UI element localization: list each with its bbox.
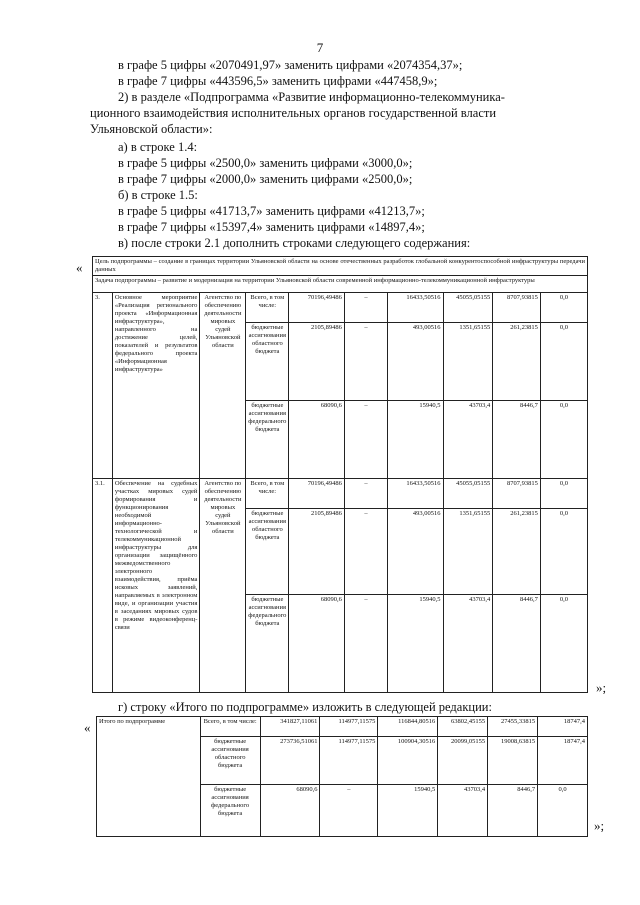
text-line-10: в графе 5 цифры «41713,7» заменить цифрами «41213,7»; xyxy=(118,204,425,218)
table-subprogram-rows xyxy=(92,256,588,693)
year-value: 261,23815 xyxy=(493,323,541,401)
year-value: 114977,11575 xyxy=(320,737,378,785)
page-number: 7 xyxy=(316,40,324,55)
quote-open-2: « xyxy=(84,720,91,735)
year-value: 116844,80516 xyxy=(378,717,438,737)
funding-source: Всего, в том числе: xyxy=(200,717,260,737)
total-value: 68090,6 xyxy=(289,401,345,479)
text-line-7: в графе 5 цифры «2500,0» заменить цифрами «3000,0»; xyxy=(118,156,413,170)
year-value: 43703,4 xyxy=(443,401,493,479)
year-value: 0,0 xyxy=(540,401,587,479)
measure-name: Обеспечение на судебных участках мировых судей формирования и функционирования необходимой информационно-технологической и телекоммуникационной инфраструктуры для организации защищённого межведомственного электронного взаимодействия, приёма исковых заявлений, направляемых в электронном виде, и организации участия в заседаниях мировых судов в режиме видеоконференц-связи xyxy=(112,479,200,693)
year-value: 20099,05155 xyxy=(438,737,488,785)
total-value: 273736,51061 xyxy=(260,737,320,785)
year-value: 0,0 xyxy=(538,785,588,837)
year-value: 18747,4 xyxy=(538,717,588,737)
text-line-13: г) строку «Итого по подпрограмме» изложить в следующей редакции: xyxy=(118,700,492,714)
year-value: 8707,93815 xyxy=(493,479,541,509)
year-value: 45055,05155 xyxy=(443,293,493,323)
year-value: 45055,05155 xyxy=(443,479,493,509)
funding-source: бюджетные ассигнования федерального бюджета xyxy=(246,401,289,479)
year-value: 15940,5 xyxy=(387,401,443,479)
year-value: – xyxy=(344,595,387,693)
quote-close-1: »; xyxy=(596,680,607,695)
total-label: Итого по подпрограмме xyxy=(97,717,201,837)
year-value: 1351,65155 xyxy=(443,323,493,401)
year-value: – xyxy=(344,401,387,479)
year-value: 8446,7 xyxy=(493,401,541,479)
funding-source: бюджетные ассигнования федерального бюджета xyxy=(246,595,289,693)
year-value: 43703,4 xyxy=(438,785,488,837)
year-value: – xyxy=(344,509,387,595)
total-value: 68090,6 xyxy=(260,785,320,837)
funding-source: бюджетные ассигнования областного бюджета xyxy=(200,737,260,785)
year-value: 1351,65155 xyxy=(443,509,493,595)
year-value: 0,0 xyxy=(540,293,587,323)
year-value: – xyxy=(344,323,387,401)
quote-open-1: « xyxy=(76,260,83,275)
text-line-9: б) в строке 1.5: xyxy=(118,188,198,202)
quote-close-2: »; xyxy=(594,818,605,833)
funding-source: бюджетные ассигнования областного бюджета xyxy=(246,323,289,401)
total-value: 341827,11061 xyxy=(260,717,320,737)
table-row xyxy=(97,717,588,737)
year-value: 493,00516 xyxy=(387,323,443,401)
table-row xyxy=(93,479,588,509)
year-value: 15940,5 xyxy=(378,785,438,837)
total-value: 2105,89486 xyxy=(289,509,345,595)
text-line-5: Ульяновской области»: xyxy=(90,122,213,136)
year-value: 493,00516 xyxy=(387,509,443,595)
year-value: 16433,50516 xyxy=(387,479,443,509)
funding-source: бюджетные ассигнования федерального бюджета xyxy=(200,785,260,837)
text-line-8: в графе 7 цифры «2000,0» заменить цифрами «2500,0»; xyxy=(118,172,413,186)
goal-row: Цель подпрограммы – создание в границах территории Ульяновской области на основе отечественных разработок глобальной конкурентоспособной инфраструктуры передачи данных xyxy=(93,257,588,276)
year-value: 19008,63815 xyxy=(488,737,538,785)
total-value: 70196,49486 xyxy=(289,479,345,509)
row-number: 3.1. xyxy=(93,479,113,693)
year-value: – xyxy=(344,293,387,323)
year-value: 43703,4 xyxy=(443,595,493,693)
year-value: – xyxy=(320,785,378,837)
year-value: 261,23815 xyxy=(493,509,541,595)
measure-name: Основное мероприятие «Реализация регионального проекта «Информационная инфраструктура», направленного на достижение целей, показателей и результатов федерального проекта «Информационная инфраструктура» xyxy=(112,293,200,479)
year-value: 100904,30516 xyxy=(378,737,438,785)
year-value: 27455,33815 xyxy=(488,717,538,737)
year-value: 18747,4 xyxy=(538,737,588,785)
text-line-12: в) после строки 2.1 дополнить строками следующего содержания: xyxy=(118,236,471,250)
funding-source: бюджетные ассигнования областного бюджета xyxy=(246,509,289,595)
funding-source: Всего, в том числе: xyxy=(246,479,289,509)
row-number: 3. xyxy=(93,293,113,479)
text-line-1: в графе 5 цифры «2070491,97» заменить цифрами «2074354,37»; xyxy=(118,58,463,72)
year-value: 8707,93815 xyxy=(493,293,541,323)
total-value: 70196,49486 xyxy=(289,293,345,323)
text-line-11: в графе 7 цифры «15397,4» заменить цифрами «14897,4»; xyxy=(118,220,425,234)
year-value: – xyxy=(344,479,387,509)
year-value: 0,0 xyxy=(540,509,587,595)
executor: Агентство по обеспечению деятельности мировых судей Ульяновской области xyxy=(200,293,246,479)
year-value: 63802,45155 xyxy=(438,717,488,737)
funding-source: Всего, в том числе: xyxy=(246,293,289,323)
year-value: 0,0 xyxy=(540,323,587,401)
year-value: 0,0 xyxy=(540,479,587,509)
year-value: 8446,7 xyxy=(493,595,541,693)
text-line-6: а) в строке 1.4: xyxy=(118,140,198,154)
total-value: 2105,89486 xyxy=(289,323,345,401)
task-row: Задача подпрограммы – развитие и модернизация на территории Ульяновской области современной информационно-телекоммуникационной инфраструктуры xyxy=(93,276,588,293)
text-line-2: в графе 7 цифры «443596,5» заменить цифрами «447458,9»; xyxy=(118,74,438,88)
text-line-3: 2) в разделе «Подпрограмма «Развитие информационно-телекоммуника- xyxy=(118,90,505,104)
year-value: 15940,5 xyxy=(387,595,443,693)
executor: Агентство по обеспечению деятельности мировых судей Ульяновской области xyxy=(200,479,246,693)
table-subprogram-total xyxy=(96,716,588,837)
year-value: 114977,11575 xyxy=(320,717,378,737)
text-line-4: ционного взаимодействия исполнительных органов государственной власти xyxy=(90,106,497,120)
table-row xyxy=(93,293,588,323)
year-value: 8446,7 xyxy=(488,785,538,837)
year-value: 16433,50516 xyxy=(387,293,443,323)
year-value: 0,0 xyxy=(540,595,587,693)
total-value: 68090,6 xyxy=(289,595,345,693)
